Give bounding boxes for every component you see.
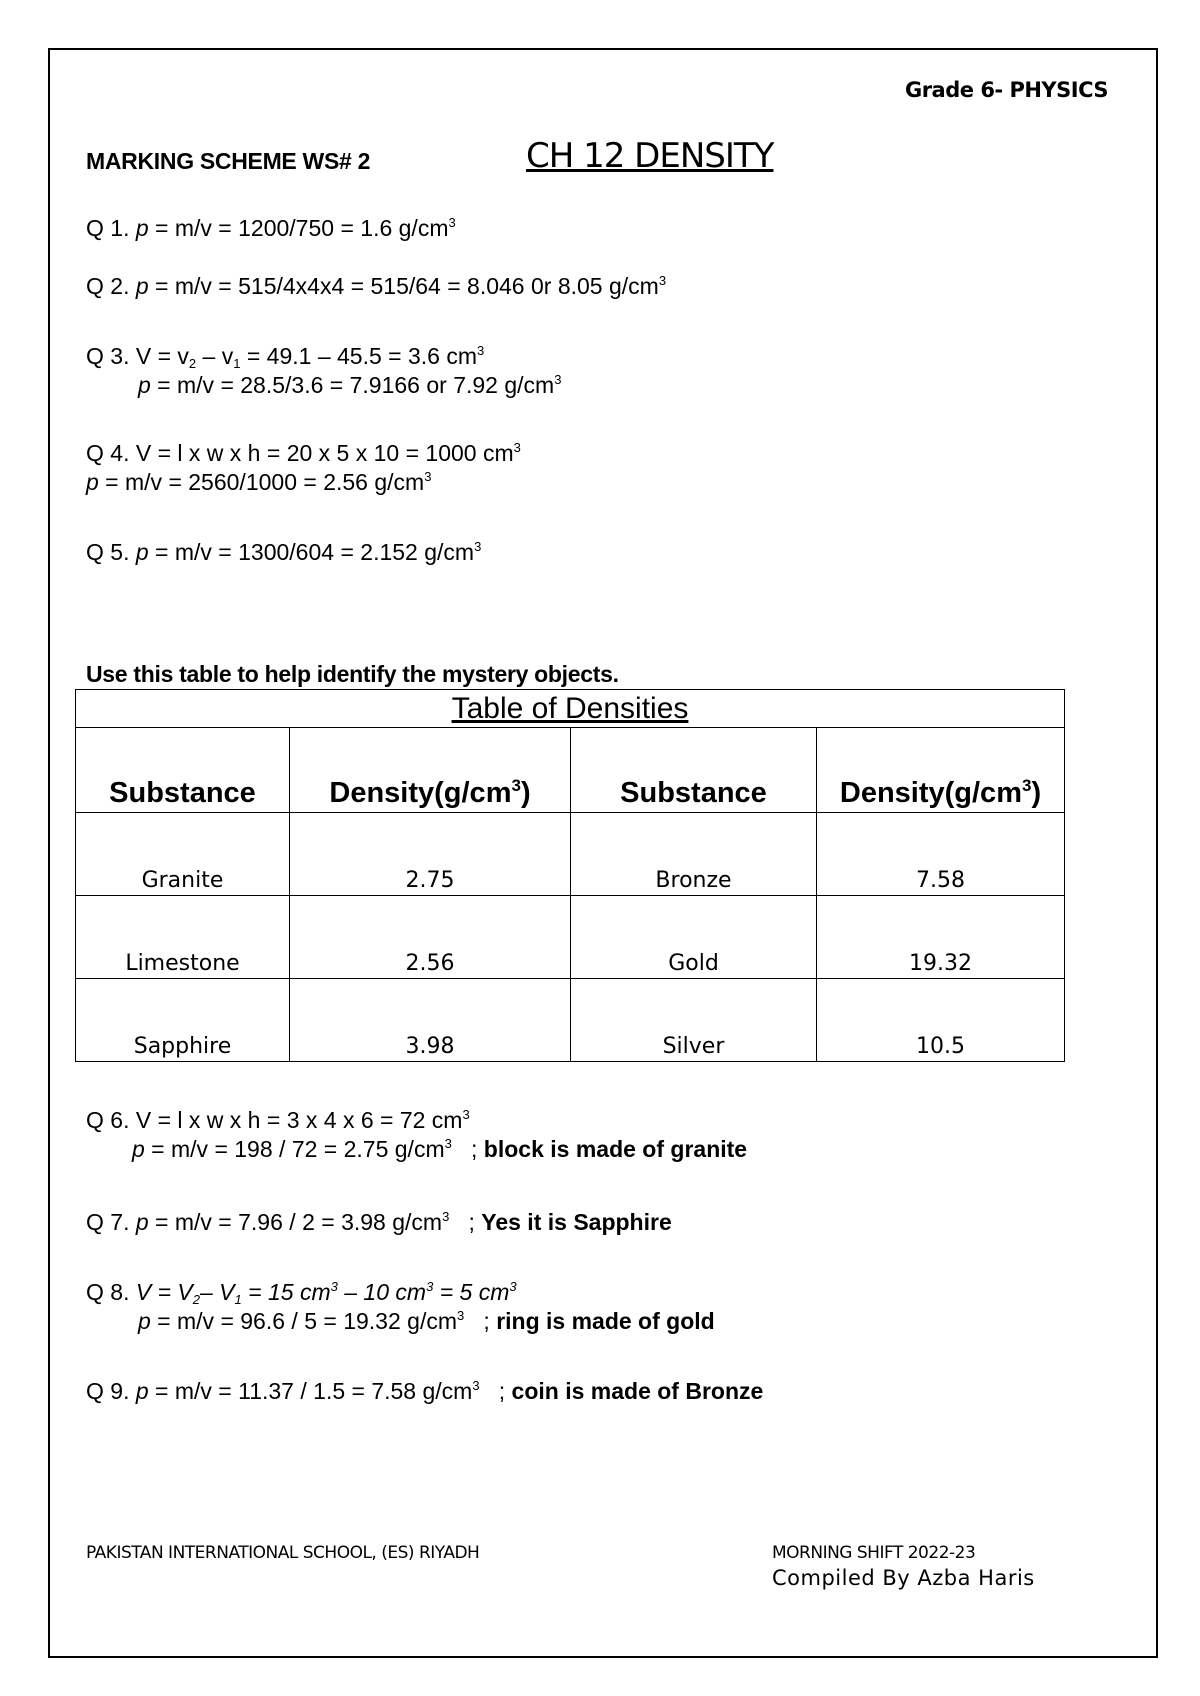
- header-substance-1: [76, 728, 290, 813]
- header-density-2: [817, 728, 1065, 813]
- header-density-1: [290, 728, 571, 813]
- footer-school: PAKISTAN INTERNATIONAL SCHOOL, (ES) RIYADH: [86, 1543, 480, 1563]
- table-instruction: Use this table to help identify the mystery objects.: [86, 661, 619, 687]
- q8-volume-expression: [136, 1279, 517, 1305]
- q5-label: Q 5.: [86, 539, 136, 565]
- q6-sup-2: 3: [444, 1136, 452, 1151]
- q3-sub-1: 1: [233, 356, 241, 371]
- q2-rho: p: [135, 273, 149, 299]
- answer-q6-line2: [132, 1136, 747, 1163]
- grade-label: Grade 6- PHYSICS: [904, 78, 1108, 102]
- q8-conclusion: ring is made of gold: [496, 1308, 715, 1334]
- table-caption: Table of Densities: [76, 690, 1065, 728]
- table-row: [76, 896, 1065, 979]
- q8-part-3: = 15 cm: [241, 1279, 331, 1305]
- q7-separator: ;: [449, 1209, 482, 1235]
- q9-separator: ;: [479, 1378, 512, 1404]
- q3-text-b: – v: [196, 343, 234, 369]
- cell-density: 2.56: [290, 896, 571, 979]
- cell-substance: Gold: [571, 896, 817, 979]
- q6-separator: ;: [451, 1136, 484, 1162]
- q8-sup-c: 3: [509, 1279, 517, 1294]
- q9-text: = m/v = 11.37 / 1.5 = 7.58 g/cm: [148, 1378, 473, 1404]
- q6-conclusion: block is made of granite: [483, 1136, 748, 1162]
- header-density-1-sup: 3: [511, 776, 521, 795]
- q2-sup: 3: [658, 273, 667, 288]
- answer-q8-line1: [86, 1279, 517, 1307]
- table-caption-row: [76, 690, 1065, 728]
- answer-q4-line1: [86, 440, 521, 467]
- q3-sup-1: 3: [477, 343, 485, 358]
- q8-sup-b: 3: [426, 1279, 434, 1294]
- cell-substance: Granite: [76, 813, 290, 896]
- q1-rho: p: [135, 215, 149, 241]
- cell-density: 10.5: [817, 979, 1065, 1062]
- answer-q9: [86, 1378, 763, 1405]
- answer-q1: [86, 215, 456, 242]
- q8-part-5: = 5 cm: [433, 1279, 510, 1305]
- density-table: [75, 689, 1065, 1062]
- table-header-row: [76, 728, 1065, 813]
- q8-separator: ;: [464, 1308, 497, 1334]
- header-substance-2: [571, 728, 817, 813]
- q7-sup: 3: [442, 1209, 450, 1224]
- q4-text-2: = m/v = 2560/1000 = 2.56 g/cm: [98, 469, 425, 495]
- q4-sup-1: 3: [513, 440, 521, 455]
- q8-label: Q 8.: [86, 1279, 136, 1305]
- q2-label: Q 2.: [86, 273, 136, 299]
- answer-q6-line1: [86, 1107, 470, 1134]
- q9-conclusion: coin is made of Bronze: [511, 1378, 764, 1404]
- q2-text: = m/v = 515/4x4x4 = 515/64 = 8.046 0r 8.05 g/cm: [148, 273, 659, 299]
- q1-sup: 3: [448, 215, 456, 230]
- q5-text: = m/v = 1300/604 = 2.152 g/cm: [148, 539, 475, 565]
- q6-text-2: = m/v = 198 / 72 = 2.75 g/cm: [144, 1136, 445, 1162]
- header-density-1-close: ): [520, 777, 531, 809]
- answer-q5: [86, 539, 481, 566]
- answer-q4-line2: [86, 469, 431, 496]
- marking-scheme-title: MARKING SCHEME WS# 2: [86, 148, 371, 174]
- cell-density: 7.58: [817, 813, 1065, 896]
- q8-sup-2: 3: [457, 1308, 465, 1323]
- q9-label: Q 9.: [86, 1378, 136, 1404]
- cell-density: 2.75: [290, 813, 571, 896]
- q8-part-2: – V: [200, 1279, 235, 1305]
- header-density-2-text: Density(g/cm: [839, 777, 1022, 809]
- cell-density: 19.32: [817, 896, 1065, 979]
- q3-sup-2: 3: [554, 372, 562, 387]
- q7-label: Q 7.: [86, 1209, 136, 1235]
- answer-q3-line1: [86, 343, 484, 371]
- q3-rho: p: [138, 372, 151, 398]
- q8-part-1: V = V: [135, 1279, 193, 1305]
- q6-sup-1: 3: [462, 1107, 470, 1122]
- q4-sup-2: 3: [424, 469, 432, 484]
- header-substance-2-text: Substance: [620, 777, 767, 809]
- header-substance-1-text: Substance: [109, 777, 256, 809]
- q9-sup: 3: [472, 1378, 480, 1393]
- cell-substance: Limestone: [76, 896, 290, 979]
- header-density-1-text: Density(g/cm: [329, 777, 512, 809]
- cell-substance: Sapphire: [76, 979, 290, 1062]
- cell-substance: Bronze: [571, 813, 817, 896]
- q1-label: Q 1.: [86, 215, 136, 241]
- q7-text: = m/v = 7.96 / 2 = 3.98 g/cm: [148, 1209, 443, 1235]
- table-row: [76, 813, 1065, 896]
- q5-rho: p: [135, 539, 149, 565]
- q1-text: = m/v = 1200/750 = 1.6 g/cm: [148, 215, 449, 241]
- q3-sub-2: 2: [188, 356, 197, 371]
- answer-q8-line2: [138, 1308, 715, 1335]
- q6-rho: p: [132, 1136, 145, 1162]
- answer-q2: [86, 273, 666, 300]
- cell-density: 3.98: [290, 979, 571, 1062]
- q8-sub-2: 2: [192, 1292, 200, 1307]
- q8-sup-a: 3: [330, 1279, 338, 1294]
- q7-conclusion: Yes it is Sapphire: [481, 1209, 672, 1235]
- q3-text-a: Q 3. V = v: [86, 343, 189, 369]
- q3-text-2: = m/v = 28.5/3.6 = 7.9166 or 7.92 g/cm: [150, 372, 555, 398]
- chapter-title: CH 12 DENSITY: [526, 136, 774, 176]
- q8-part-4: – 10 cm: [337, 1279, 427, 1305]
- q8-text-2: = m/v = 96.6 / 5 = 19.32 g/cm: [150, 1308, 457, 1334]
- q8-rho: p: [138, 1308, 151, 1334]
- answer-q3-line2: [138, 372, 561, 399]
- q4-rho: p: [86, 469, 99, 495]
- q7-rho: p: [135, 1209, 149, 1235]
- header-density-2-close: ): [1031, 777, 1042, 809]
- footer-shift: MORNING SHIFT 2022-23: [772, 1543, 976, 1563]
- q8-sub-1: 1: [234, 1292, 242, 1307]
- q6-text-1: Q 6. V = l x w x h = 3 x 4 x 6 = 72 cm: [86, 1107, 463, 1133]
- cell-substance: Silver: [571, 979, 817, 1062]
- header-density-2-sup: 3: [1021, 776, 1032, 795]
- q5-sup: 3: [474, 539, 482, 554]
- page-border: [48, 48, 1158, 1658]
- footer-compiled-by: Compiled By Azba Haris: [772, 1566, 1035, 1590]
- table-row: [76, 979, 1065, 1062]
- q9-rho: p: [135, 1378, 149, 1404]
- q3-text-c: = 49.1 – 45.5 = 3.6 cm: [240, 343, 478, 369]
- answer-q7: [86, 1209, 672, 1236]
- q4-text-1: Q 4. V = l x w x h = 20 x 5 x 10 = 1000 cm: [86, 440, 514, 466]
